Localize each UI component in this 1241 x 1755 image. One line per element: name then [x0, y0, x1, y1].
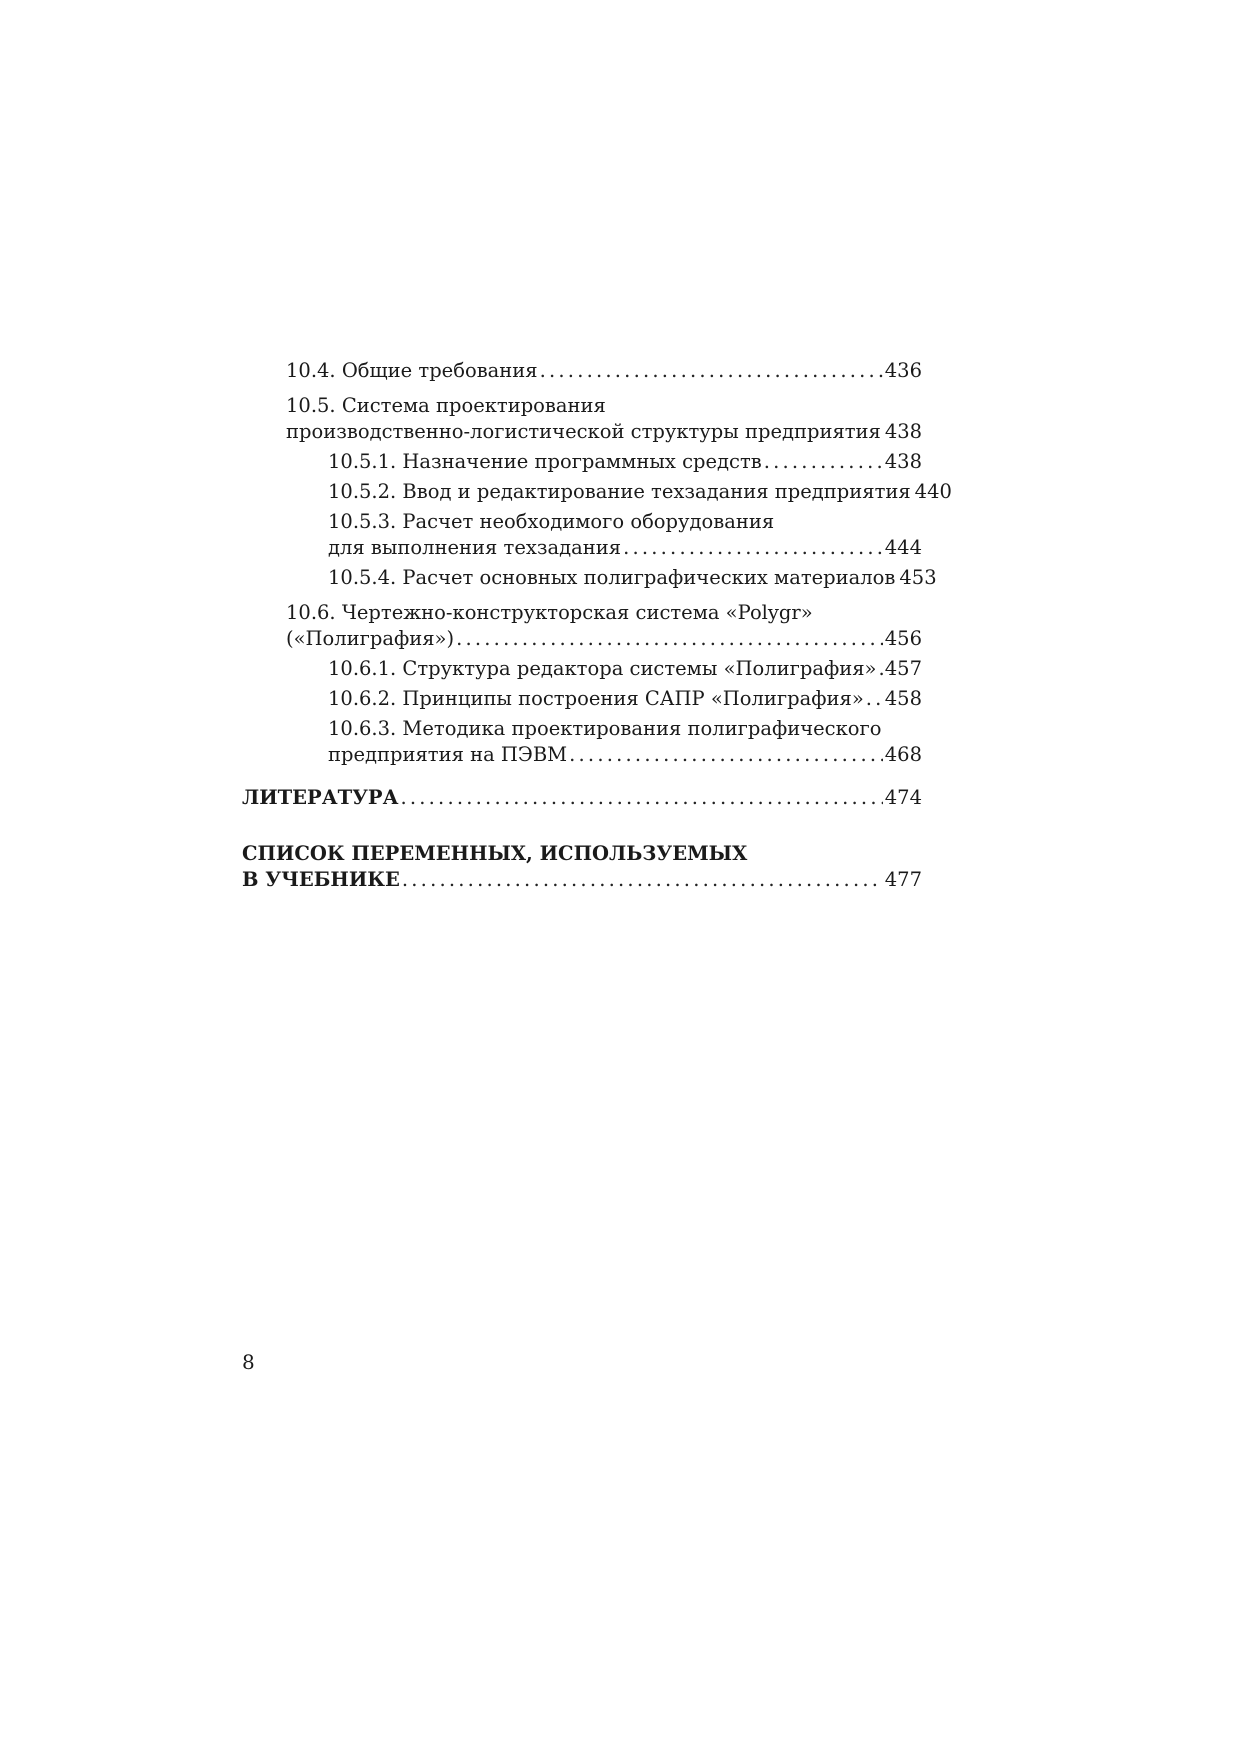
toc-leader-dots: [540, 358, 883, 384]
toc-entry-10-6-2[interactable]: [242, 686, 922, 712]
toc-entry-page: 458: [884, 687, 922, 710]
toc-entry-title: для выполнения техзадания: [328, 536, 622, 559]
toc-leader-dots: [878, 656, 882, 682]
toc-leader-dots: [764, 449, 883, 475]
toc-leader-dots: [400, 785, 882, 811]
page-number: 8: [242, 1350, 255, 1374]
toc-entry-10-5[interactable]: [242, 393, 922, 445]
toc-entry-title-line: 10.5.3. Расчет необходимого оборудования: [328, 510, 775, 533]
toc-entry-10-5-2[interactable]: [242, 479, 952, 505]
toc-entry-title: 10.6.2. Принципы построения САПР «Полиграфия»: [328, 687, 864, 710]
toc-entry-page: 436: [884, 359, 922, 382]
table-of-contents: [242, 358, 952, 893]
toc-entry-page: 438: [884, 420, 923, 443]
toc-entry-title: 10.5.2. Ввод и редактирование техзадания предприятия: [328, 480, 911, 503]
toc-entry-title-line: 10.6.3. Методика проектирования полиграфического: [328, 717, 882, 740]
toc-entry-title: 10.4. Общие требования: [286, 359, 538, 382]
toc-entry-10-4[interactable]: [242, 358, 922, 384]
toc-entry-page: 440: [914, 480, 952, 503]
toc-entry-page: 468: [884, 743, 922, 766]
toc-entry-10-5-4[interactable]: [242, 565, 937, 591]
toc-entry-10-6-3[interactable]: [242, 716, 922, 768]
toc-entry-variables-list[interactable]: [242, 841, 922, 893]
toc-leader-dots: [623, 535, 883, 561]
toc-entry-title: 10.6.1. Структура редактора системы «Полиграфия»: [328, 657, 877, 680]
toc-entry-title: 10.5.1. Назначение программных средств: [328, 450, 762, 473]
toc-leader-dots: [569, 742, 883, 768]
toc-entry-title: 10.5.4. Расчет основных полиграфических материалов: [328, 566, 896, 589]
toc-entry-10-6[interactable]: [242, 600, 922, 652]
toc-entry-10-5-3[interactable]: [242, 509, 922, 561]
toc-entry-title: ЛИТЕРАТУРА: [242, 786, 399, 809]
toc-entry-page: 438: [884, 450, 922, 473]
toc-entry-page: 477: [884, 868, 922, 891]
toc-entry-literature[interactable]: [242, 785, 922, 811]
toc-leader-dots: [402, 867, 883, 893]
toc-leader-dots: [456, 626, 883, 652]
toc-entry-title: («Полиграфия»): [286, 627, 455, 650]
toc-entry-title: производственно-логистической структуры предприятия: [286, 420, 881, 443]
toc-entry-title: В УЧЕБНИКЕ: [242, 868, 400, 891]
toc-entry-page: 444: [884, 536, 922, 559]
toc-entry-10-5-1[interactable]: [242, 449, 922, 475]
toc-entry-title-line: 10.5. Система проектирования: [286, 394, 606, 417]
toc-entry-page: 453: [899, 566, 937, 589]
toc-entry-page: 457: [884, 657, 922, 680]
toc-leader-dots: [866, 686, 883, 712]
toc-entry-title: предприятия на ПЭВМ: [328, 743, 568, 766]
toc-entry-page: 474: [884, 786, 922, 809]
toc-entry-title-line: СПИСОК ПЕРЕМЕННЫХ, ИСПОЛЬЗУЕМЫХ: [242, 842, 748, 865]
toc-entry-10-6-1[interactable]: [242, 656, 922, 682]
toc-entry-title-line: 10.6. Чертежно-конструкторская система «Polygr»: [286, 601, 813, 624]
toc-entry-page: 456: [884, 627, 922, 650]
